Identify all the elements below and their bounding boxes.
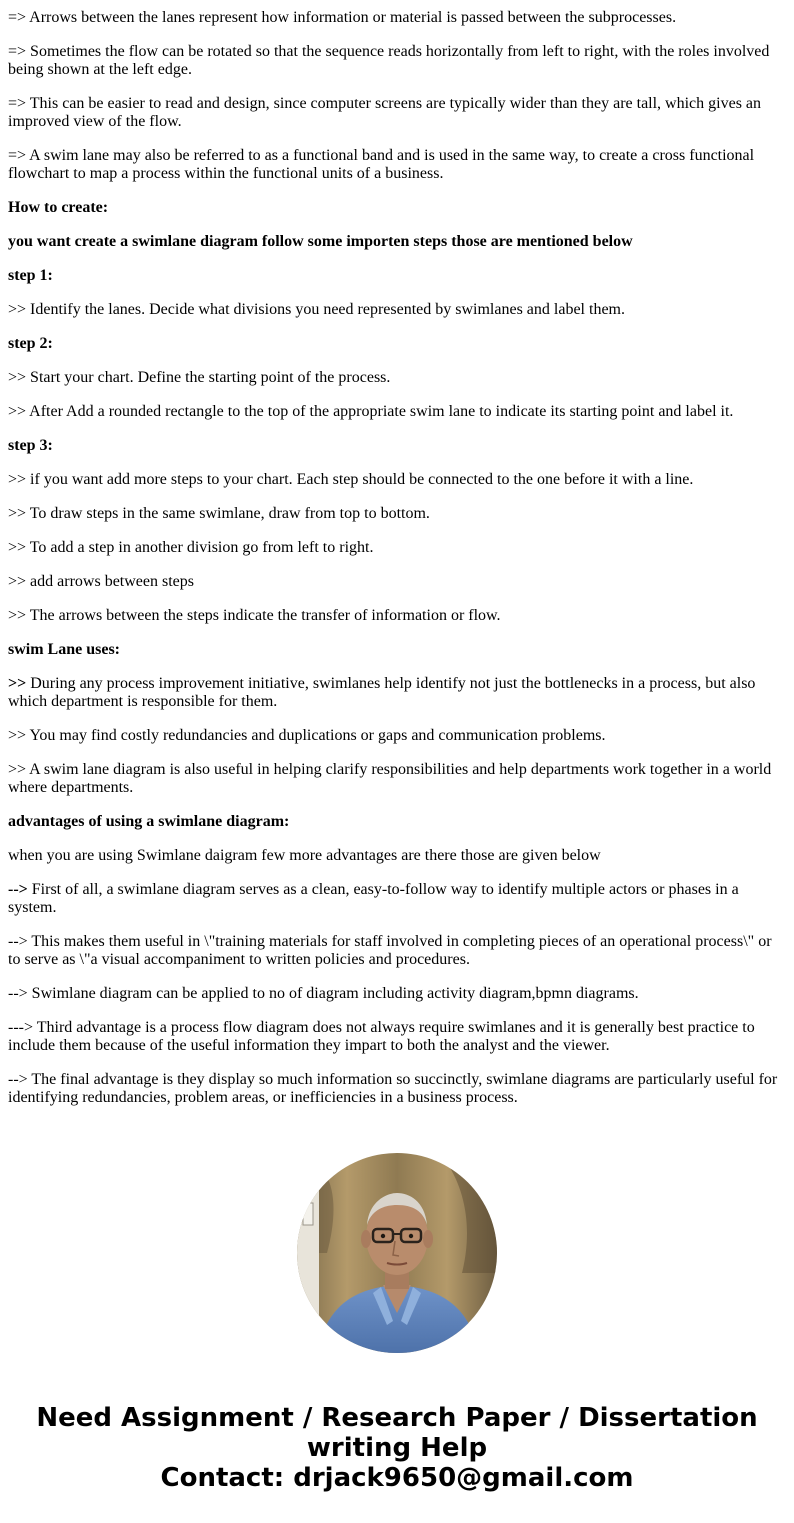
bullet-marker: >>: [8, 675, 27, 692]
paragraph: [8, 675, 786, 711]
author-avatar: [297, 1153, 497, 1353]
heading-steps-intro: you want create a swimlane diagram follow some importen steps those are mentioned below: [8, 233, 633, 250]
contact-email: Contact: drjack9650@gmail.com: [160, 1463, 634, 1493]
heading-swim-lane-uses: swim Lane uses:: [8, 641, 121, 658]
paragraph: --> The final advantage is they display so much information so succinctly, swimlane diagrams are particularly useful for identifying redundancies, problem areas, or inefficiencies in a business process.: [8, 1071, 778, 1106]
paragraph: >> You may find costly redundancies and duplications or gaps and communication problems.: [8, 727, 606, 744]
paragraph: >> Start your chart. Define the starting point of the process.: [8, 369, 391, 386]
paragraph: --> This makes them useful in \"training materials for staff involved in completing pieces of an operational process\" or to serve as \"a visual accompaniment to written policies and procedures.: [8, 933, 772, 968]
contact-banner: [0, 1403, 794, 1493]
paragraph: >> The arrows between the steps indicate the transfer of information or flow.: [8, 607, 501, 624]
heading-step-2: step 2:: [8, 335, 53, 352]
paragraph: >> After Add a rounded rectangle to the top of the appropriate swim lane to indicate its starting point and label it.: [8, 403, 734, 420]
paragraph: => A swim lane may also be referred to as a functional band and is used in the same way, to create a cross functional flowchart to map a process within the functional units of a business.: [8, 147, 755, 182]
heading-advantages: advantages of using a swimlane diagram:: [8, 813, 290, 830]
paragraph: when you are using Swimlane daigram few more advantages are there those are given below: [8, 847, 601, 864]
banner-headline: Need Assignment / Research Paper / Dissertation writing Help: [36, 1403, 758, 1463]
heading-how-to-create: How to create:: [8, 199, 109, 216]
paragraph: >> add arrows between steps: [8, 573, 194, 590]
paragraph: [8, 881, 786, 917]
paragraph: => Arrows between the lanes represent how information or material is passed between the subprocesses.: [8, 9, 677, 26]
paragraph: >> A swim lane diagram is also useful in helping clarify responsibilities and help departments work together in a world where departments.: [8, 761, 772, 796]
paragraph: => This can be easier to read and design, since computer screens are typically wider than they are tall, which gives an improved view of the flow.: [8, 95, 762, 130]
paragraph: >> if you want add more steps to your chart. Each step should be connected to the one before it with a line.: [8, 471, 694, 488]
author-portrait-icon: [297, 1153, 497, 1353]
paragraph: --> Swimlane diagram can be applied to no of diagram including activity diagram,bpmn diagrams.: [8, 985, 639, 1002]
heading-step-1: step 1:: [8, 267, 53, 284]
heading-step-3: step 3:: [8, 437, 53, 454]
paragraph: ---> Third advantage is a process flow diagram does not always require swimlanes and it is generally best practice to include them because of the useful information they impart to both the analyst and the viewer.: [8, 1019, 755, 1054]
paragraph: >> Identify the lanes. Decide what divisions you need represented by swimlanes and label them.: [8, 301, 625, 318]
paragraph: >> To add a step in another division go from left to right.: [8, 539, 374, 556]
bullet-marker: -->: [8, 881, 28, 898]
paragraph: => Sometimes the flow can be rotated so that the sequence reads horizontally from left to right, with the roles involved being shown at the left edge.: [8, 43, 770, 78]
paragraph-text: During any process improvement initiative, swimlanes help identify not just the bottlenecks in a process, but also which department is responsible for them.: [8, 675, 756, 710]
paragraph: >> To draw steps in the same swimlane, draw from top to bottom.: [8, 505, 430, 522]
article-body: [8, 9, 786, 1123]
paragraph-text: First of all, a swimlane diagram serves as a clean, easy-to-follow way to identify multiple actors or phases in a system.: [8, 881, 739, 916]
